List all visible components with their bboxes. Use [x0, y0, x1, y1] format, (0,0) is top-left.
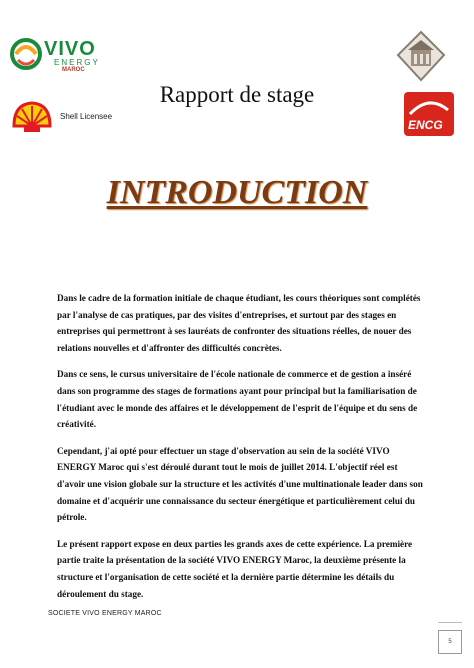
paragraph: Dans ce sens, le cursus universitaire de l'école nationale de commerce et de gestion a inséré dans son programme des stages de formations ayant pour principal but la familiarisation de l'étudiant avec le monde des affaires et le développement de l'esprit de l'équipe et du sens de créativité. — [57, 369, 418, 430]
encg-emblem-logo — [396, 30, 446, 84]
vivo-logo-name: VIVO — [44, 38, 96, 60]
vivo-swirl-icon — [8, 36, 44, 72]
paragraph: Cependant, j'ai opté pour effectuer un stage d'observation au sein de la société VIVO ENERGY Maroc qui s'est déroulé durant tout le mois de juillet 2014. L'objectif réel est d'avoir une vision globale sur la structure et les activités d'une multinationale leader dans son domaine et d'acquérir une connaissance du secteur énergétique et particulièrement celui du pétrole. — [57, 445, 423, 523]
vivo-logo-energy: ENERGY — [54, 58, 100, 67]
footer-company: SOCIETE VIVO ENERGY MAROC — [48, 610, 162, 617]
report-title: Rapport de stage — [159, 82, 315, 107]
shell-licensee-label: Shell Licensee — [60, 112, 113, 121]
vivo-energy-logo — [8, 36, 128, 76]
footer-divider — [438, 622, 462, 623]
paragraph: Dans le cadre de la formation initiale de chaque étudiant, les cours théoriques sont complétés par l'analyse de cas pratiques, par des visites d'entreprises, et surtout par des stages en entreprises qui permettront à ses lauréats de confronter des situations réelles, de nouer des relations nouvelles et d'affronter des difficultés concrètes. — [57, 293, 421, 353]
page-number: 5 — [438, 630, 462, 654]
building-emblem-icon — [396, 30, 446, 84]
vivo-logo-country: MAROC — [62, 67, 85, 73]
paragraph: Le présent rapport expose en deux parties les grands axes de cette expérience. La première partie traite la présentation de la société VIVO ENERGY Maroc, la deuxième présente la structure et l'organisation de cette société et la dernière partie détermine les détails du déroulement du stage. — [57, 538, 413, 599]
body-text — [57, 290, 423, 612]
encg-logo-label: ENCG — [408, 118, 443, 132]
section-heading: INTRODUCTION — [106, 174, 368, 211]
